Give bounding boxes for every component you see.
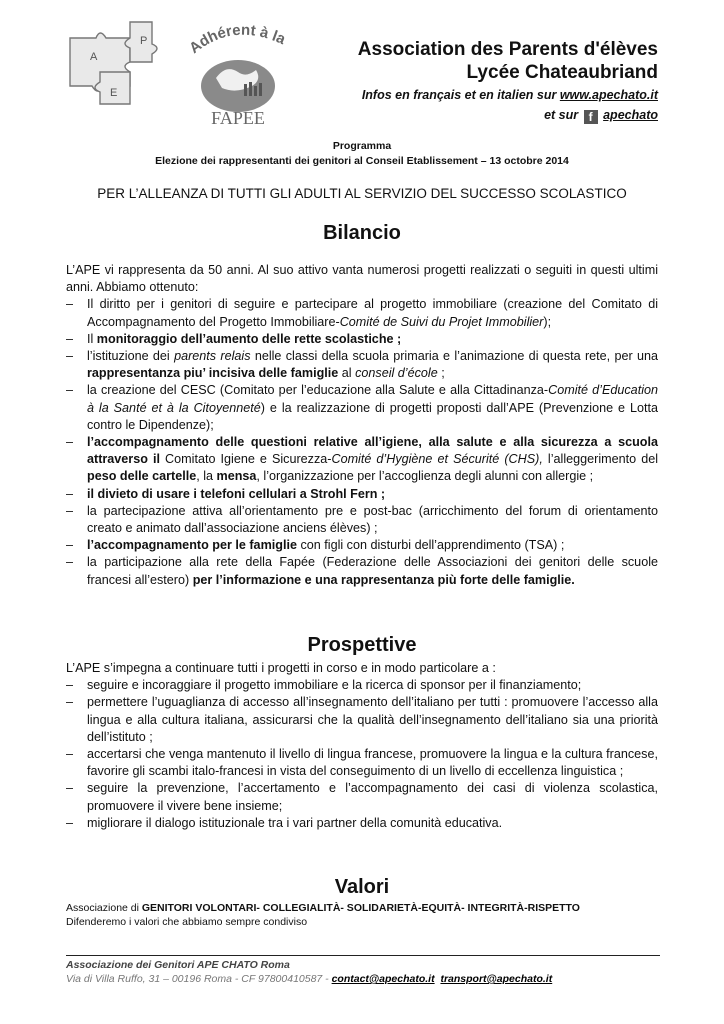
list-item: – accertarsi che venga mantenuto il livello di lingua francese, promuovere la lingua e la cultura francese, favorire gli scambi italo-francesi in vista del conseguimento di un livello di eccellenza linguistica ; bbox=[66, 747, 658, 779]
fapee-name: FAPEE bbox=[211, 108, 265, 128]
website-link[interactable]: www.apechato.it bbox=[559, 88, 658, 102]
footer-address-line bbox=[66, 972, 666, 986]
association-title: Association des Parents d'élèves bbox=[357, 39, 658, 60]
fapee-badge-text: Adhérent à la bbox=[186, 21, 288, 58]
et-sur-text: et sur bbox=[544, 108, 579, 122]
bilancio-heading: Bilancio bbox=[323, 222, 401, 244]
list-item: – la participazione alla rete della Fapée (Federazione delle Associazioni dei genitori delle scuole francesi all’estero) per l’informazione e una rappresentanza più forte delle famiglie. bbox=[66, 555, 658, 587]
list-item: – il divieto di usare i telefoni cellulari a Strohl Fern ; bbox=[66, 486, 386, 501]
bilancio-section bbox=[66, 262, 658, 589]
svg-text:Adhérent à la bbox=[186, 22, 288, 57]
list-item: – la creazione del CESC (Comitato per l’educazione alla Salute e alla Cittadinanza-Comité d’Education à la Santé et à la Citoyenneté) e la realizzazione di progetti proposti dall’APE (Prevenzione e Lotta contro le Dipendenze); bbox=[66, 383, 658, 432]
prospettive-heading: Prospettive bbox=[307, 634, 417, 656]
footer bbox=[66, 958, 666, 986]
facebook-link[interactable]: apechato bbox=[603, 108, 658, 122]
list-item: – migliorare il dialogo istituzionale tra i vari partner della comunità educativa. bbox=[66, 815, 503, 830]
puzzle-letter-e: E bbox=[110, 87, 118, 99]
slogan: PER L’ALLEANZA DI TUTTI GLI ADULTI AL SERVIZIO DEL SUCCESSO SCOLASTICO bbox=[97, 186, 627, 201]
valori-heading: Valori bbox=[334, 876, 390, 898]
ape-puzzle-logo bbox=[68, 20, 166, 106]
transport-email-link[interactable]: transport@apechato.it bbox=[440, 973, 553, 985]
prospettive-section bbox=[66, 660, 658, 832]
facebook-line bbox=[358, 106, 658, 124]
list-item: – l’accompagnamento delle questioni relative all’igiene, alla salute e alla sicurezza a scuola attraverso il Comitato Igiene e Sicurezza-Comité d’Hygiène et Sécurité (CHS), l’alleggerimento del peso delle cartelle, la mensa, l’organizzazione per l’accoglienza degli alunni con allergie ; bbox=[66, 435, 658, 484]
contact-email-link[interactable]: contact@apechato.it bbox=[331, 973, 435, 985]
prospettive-intro: L’APE s’impegna a continuare tutti i progetti in corso e in modo particolare a : bbox=[66, 661, 496, 675]
facebook-icon: f bbox=[584, 110, 598, 124]
list-item: – seguire la prevenzione, l’accertamento e l’accompagnamento dei casi di violenza scolastica, promuovere il vivere bene insieme; bbox=[66, 781, 658, 813]
election-subtitle: Elezione dei rappresentanti dei genitori al Conseil Etablissement – 13 octobre 2014 bbox=[155, 155, 569, 167]
puzzle-letter-p: P bbox=[140, 35, 148, 47]
program-label: Programma bbox=[332, 140, 392, 152]
list-item: – Il monitoraggio dell’aumento delle rette scolastiche ; bbox=[66, 331, 402, 346]
prospettive-list bbox=[66, 677, 658, 832]
bilancio-intro: L’APE vi rappresenta da 50 anni. Al suo attivo vanta numerosi progetti realizzati o seguiti in questi ultimi anni. Abbiamo ottenuto: bbox=[66, 263, 658, 295]
bilancio-list bbox=[66, 296, 658, 588]
list-item: – la partecipazione attiva all’orientamento pre e post-bac (arricchimento del forum di orientamento creato e animato dall’associazione anciens élèves) ; bbox=[66, 503, 658, 536]
school-name: Lycée Chateaubriand bbox=[466, 62, 658, 83]
list-item: – l’istituzione dei parents relais nelle classi della scuola primaria e l’animazione di questa rete, per una rappresentanza piu’ incisiva delle famiglie al conseil d’école ; bbox=[66, 349, 659, 381]
association-header bbox=[358, 38, 658, 124]
footer-divider bbox=[66, 955, 660, 956]
list-item: – Il diritto per i genitori di seguire e partecipare al progetto immobiliare (creazione del Comitato di Accompagnamento del Progetto Immobiliare-Comité de Suivi du Projet Immobilier); bbox=[66, 297, 658, 329]
list-item: – l’accompagnamento per le famiglie con figli con disturbi dell’apprendimento (TSA) ; bbox=[66, 538, 565, 553]
info-line bbox=[358, 86, 658, 104]
footer-org: Associazione dei Genitori APE CHATO Roma bbox=[66, 959, 290, 971]
info-prefix: Infos en français et en italien sur bbox=[361, 88, 557, 102]
valori-line: Associazione di GENITORI VOLONTARI- COLLEGIALITÀ- SOLIDARIETÀ-EQUITÀ- INTEGRITÀ-RISPETTO bbox=[66, 902, 580, 914]
footer-address: Via di Villa Ruffo, 31 – 00196 Roma - CF 97800410587 - bbox=[66, 973, 332, 985]
fapee-logo bbox=[186, 20, 292, 128]
valori-statement: Difenderemo i valori che abbiamo sempre condiviso bbox=[66, 916, 308, 928]
list-item: – seguire e incoraggiare il progetto immobiliare e la ricerca di sponsor per il finanziamento; bbox=[66, 678, 582, 693]
puzzle-letter-a: A bbox=[90, 51, 98, 63]
list-item: – permettere l’uguaglianza di accesso all’insegnamento dell’italiano per tutti : promuovere l’accesso alla lingua e alla cultura italiana, assicurarsi che la qualità dell’insegnamento dell’italiano sia una priorità dell’istituto ; bbox=[66, 695, 658, 744]
